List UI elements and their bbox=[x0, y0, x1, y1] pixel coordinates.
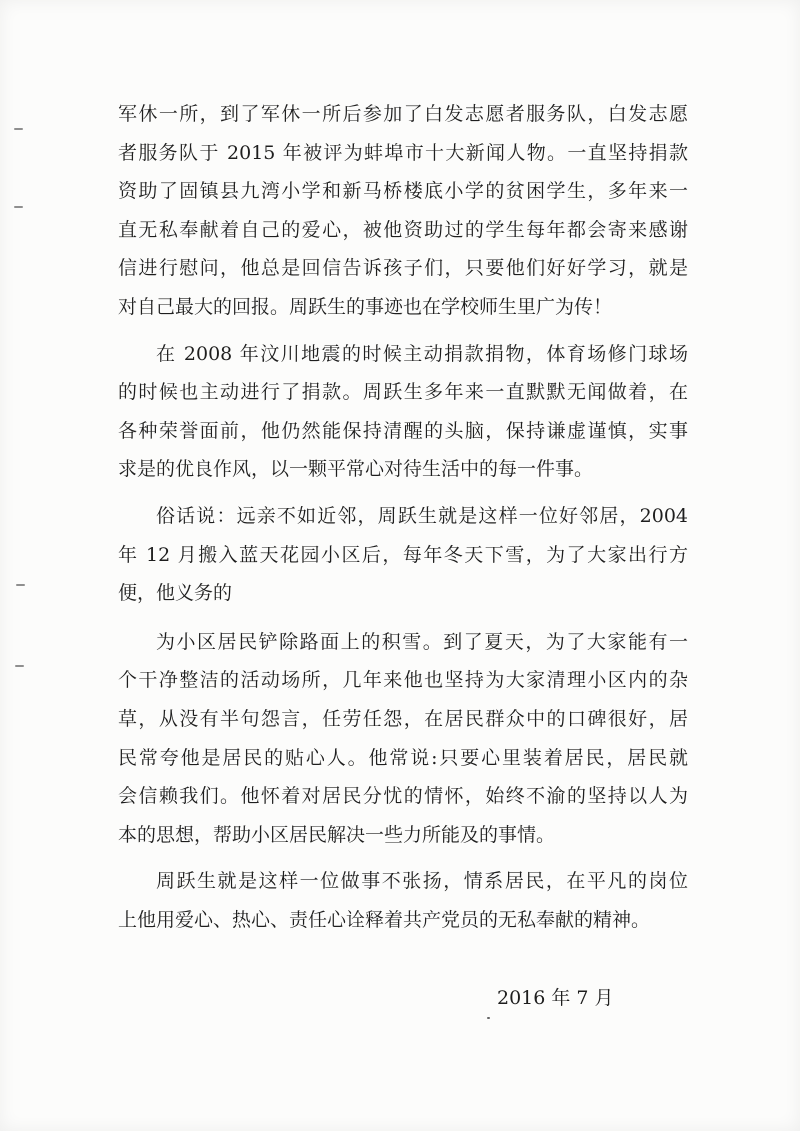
scan-margin-mark bbox=[15, 665, 24, 667]
body-line: 为小区居民铲除路面上的积雪。到了夏天，为了大家能有一 bbox=[156, 630, 688, 653]
body-line: 的时候也主动进行了捐款。周跃生多年来一直默默无闻做着，在 bbox=[118, 381, 688, 404]
body-line: 对自己最大的回报。周跃生的事迹也在学校师生里广为传！ bbox=[118, 295, 613, 318]
paragraph-earthquake bbox=[118, 335, 688, 489]
body-line: 个干净整洁的活动场所，几年来他也坚持为大家清理小区内的杂 bbox=[118, 669, 688, 692]
signature-date: 2016 年 7 月 bbox=[497, 987, 614, 1009]
body-line: 直无私奉献着自己的爱心，被他资助过的学生每年都会寄来感谢 bbox=[118, 218, 688, 241]
scan-margin-mark bbox=[16, 584, 25, 586]
paragraph-community-service bbox=[118, 623, 688, 855]
letter-body bbox=[118, 95, 688, 939]
paragraph-neighbor bbox=[118, 497, 688, 613]
body-line: 草，从没有半句怨言，任劳任怨，在居民群众中的口碑很好，居 bbox=[118, 707, 688, 730]
body-line: 会信赖我们。他怀着对居民分忧的情怀，始终不渝的坚持以人为 bbox=[118, 785, 688, 808]
body-line: 资助了固镇县九湾小学和新马桥楼底小学的贫困学生，多年来一 bbox=[118, 180, 688, 203]
body-line: 军休一所，到了军休一所后参加了白发志愿者服务队，白发志愿 bbox=[118, 103, 688, 125]
body-line: 信进行慰问，他总是回信告诉孩子们，只要他们好好学习，就是 bbox=[118, 257, 688, 280]
scan-speck bbox=[487, 1017, 490, 1019]
body-line: 在 2008 年汶川地震的时候主动捐款捐物，体育场修门球场 bbox=[156, 342, 688, 365]
body-line: 便，他义务的 bbox=[118, 582, 233, 605]
body-line: 年 12 月搬入蓝天花园小区后，每年冬天下雪，为了大家出行方 bbox=[118, 543, 688, 566]
paragraph-conclusion bbox=[118, 862, 688, 939]
body-line: 者服务队于 2015 年被评为蚌埠市十大新闻人物。一直坚持捐款 bbox=[118, 141, 688, 164]
paragraph-gap bbox=[118, 854, 688, 862]
scan-margin-mark bbox=[14, 128, 23, 130]
paragraph-donations bbox=[118, 95, 688, 327]
body-line: 民常夸他是居民的贴心人。他常说:只要心里装着居民，居民就 bbox=[118, 746, 688, 769]
body-line: 上他用爱心、热心、责任心诠释着共产党员的无私奉献的精神。 bbox=[118, 908, 651, 931]
paragraph-gap bbox=[118, 327, 688, 335]
body-line: 各种荣誉面前，他仍然能保持清醒的头脑，保持谦虚谨慎，实事 bbox=[118, 419, 688, 442]
scan-margin-mark bbox=[14, 206, 23, 208]
body-line: 本的思想，帮助小区居民解决一些力所能及的事情。 bbox=[118, 823, 556, 846]
body-line: 求是的优良作风，以一颗平常心对待生活中的每一件事。 bbox=[118, 458, 594, 481]
paragraph-gap bbox=[118, 489, 688, 497]
paragraph-gap bbox=[118, 613, 688, 623]
body-line: 周跃生就是这样一位做事不张扬，情系居民，在平凡的岗位 bbox=[156, 870, 688, 893]
body-line: 俗话说：远亲不如近邻，周跃生就是这样一位好邻居，2004 bbox=[156, 504, 688, 527]
